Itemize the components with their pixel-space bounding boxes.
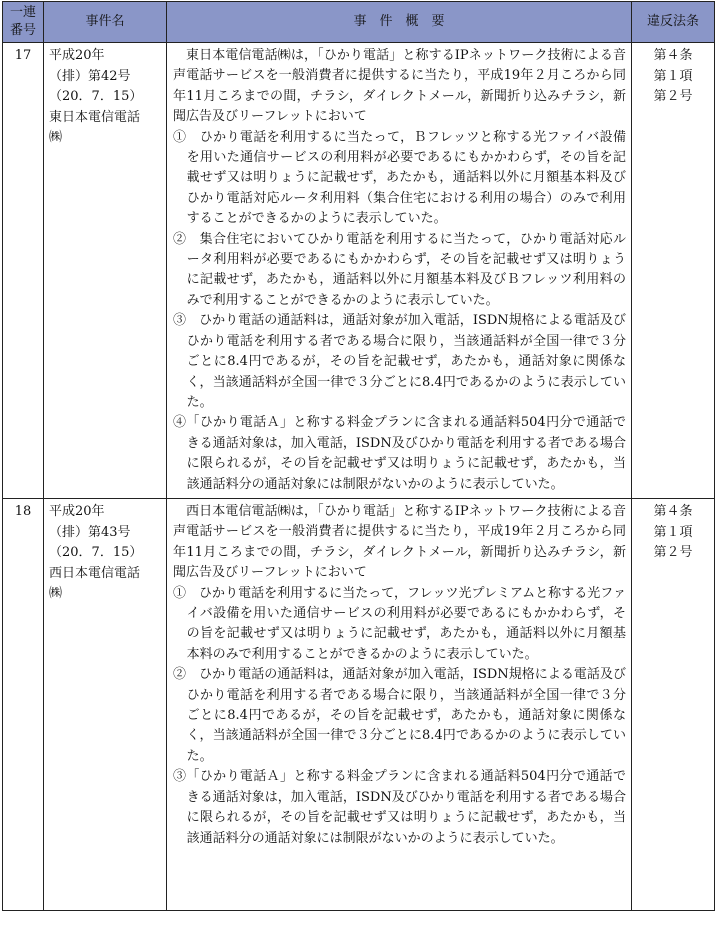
summary-item: ① ひかり電話を利用するに当たって，Ｂフレッツと称する光ファイバ設備を用いた通信サービスの利用料が必要であるにもかかわらず，その旨を記載せず又は明りょうに記載せず，あたかも，通話料以外に月額基本料及びひかり電話対応ルータ利用料（集合住宅における利用の場合）のみで利用することができるかのように表示していた。 <box>173 129 626 227</box>
case-name-line: 平成20年 <box>49 504 105 519</box>
law-line: 第１項 <box>653 68 693 84</box>
case-name-line: 平成20年 <box>49 48 105 63</box>
violated-law-cell <box>632 43 715 499</box>
table-row <box>3 43 715 499</box>
header-serial-line1: 一連 <box>9 5 36 20</box>
summary-item: ① ひかり電話を利用するに当たって，フレッツ光プレミアムと称する光ファイバ設備を用いた通信サービスの利用料が必要であるにもかかわらず，その旨を記載せず又は明りょうに記載せず，あたかも，通話料以外に月額基本料のみで利用することができるかのように表示していた。 <box>173 585 626 662</box>
case-name-line: 西日本電信電話 <box>49 565 141 581</box>
case-summary-cell <box>167 43 632 499</box>
header-violated-law: 違反法条 <box>632 2 715 43</box>
header-case-name: 事件名 <box>44 2 167 43</box>
summary-item: ③ ひかり電話の通話料は，通話対象が加入電話，ISDN規格による電話及びひかり電話を利用する者である場合に限り，当該通話料が全国一律で３分ごとに8.4円であるが，その旨を記載せず，あたかも，通話対象に関係なく，当該通話料が全国一律で３分ごとに8.4円であるかのように表示していた。 <box>173 313 626 410</box>
violated-law-cell <box>632 499 715 911</box>
header-case-summary: 事 件 概 要 <box>167 2 632 43</box>
summary-item: ④「ひかり電話Ａ」と称する料金プランに含まれる通話料504円分で通話できる通話対象は，加入電話，ISDN及びひかり電話を利用する者である場合に限られるが，その旨を記載せず又は明りょうに記載せず，あたかも，当該通話料分の通話対象には制限がないかのように表示していた。 <box>173 415 626 492</box>
case-name-line: 東日本電信電話 <box>49 109 141 125</box>
case-name-line: （20．7．15） <box>49 89 143 104</box>
header-serial-number <box>3 2 44 43</box>
law-line: 第１項 <box>653 524 693 540</box>
table-row <box>3 499 715 911</box>
serial-number-cell: 18 <box>3 499 44 911</box>
case-name-cell <box>44 43 167 499</box>
summary-lead-paragraph: 西日本電信電話㈱は，「ひかり電話」と称するIPネットワーク技術による音声電話サービスを一般消費者に提供するに当たり，平成19年２月ころから同年11月ころまでの間，チラシ，ダイレクトメール，新聞折り込みチラシ，新聞広告及びリーフレットにおいて <box>173 504 626 581</box>
header-serial-line2: 番号 <box>9 23 36 38</box>
case-name-line: （排）第43号 <box>49 524 131 540</box>
law-line: 第２号 <box>653 89 693 104</box>
summary-item: ② ひかり電話の通話料は，通話対象が加入電話，ISDN規格による電話及びひかり電話を利用する者である場合に限り，当該通話料が全国一律で３分ごとに8.4円であるが，その旨を記載せず，あたかも，通話対象に関係なく，当該通話料が全国一律で３分ごとに8.4円であるかのように表示していた。 <box>173 667 626 764</box>
case-summary-cell <box>167 499 632 911</box>
case-table <box>2 1 715 911</box>
case-name-line: （排）第42号 <box>49 68 131 84</box>
law-line: 第４条 <box>653 48 693 63</box>
summary-lead-paragraph: 東日本電信電話㈱は，「ひかり電話」と称するIPネットワーク技術による音声電話サービスを一般消費者に提供するに当たり，平成19年２月ころから同年11月ころまでの間，チラシ，ダイレクトメール，新聞折り込みチラシ，新聞広告及びリーフレットにおいて <box>173 48 626 125</box>
law-line: 第４条 <box>653 504 693 519</box>
case-name-line: ㈱ <box>49 586 63 601</box>
case-name-cell <box>44 499 167 911</box>
case-name-line: ㈱ <box>49 130 63 145</box>
serial-number-cell: 17 <box>3 43 44 499</box>
law-line: 第２号 <box>653 545 693 560</box>
table-header <box>3 2 715 43</box>
summary-item: ② 集合住宅においてひかり電話を利用するに当たって，ひかり電話対応ルータ利用料が必要であるにもかかわらず，その旨を記載せず又は明りょうに記載せず，あたかも，通話料以外に月額基本料及びＢフレッツ利用料のみで利用することができるかのように表示していた。 <box>173 231 626 308</box>
case-name-line: （20．7．15） <box>49 545 143 560</box>
summary-item: ③「ひかり電話Ａ」と称する料金プランに含まれる通話料504円分で通話できる通話対象は，加入電話，ISDN及びひかり電話を利用する者である場合に限られるが，その旨を記載せず又は明りょうに記載せず，あたかも，当該通話料分の通話対象には制限がないかのように表示していた。 <box>173 769 626 846</box>
